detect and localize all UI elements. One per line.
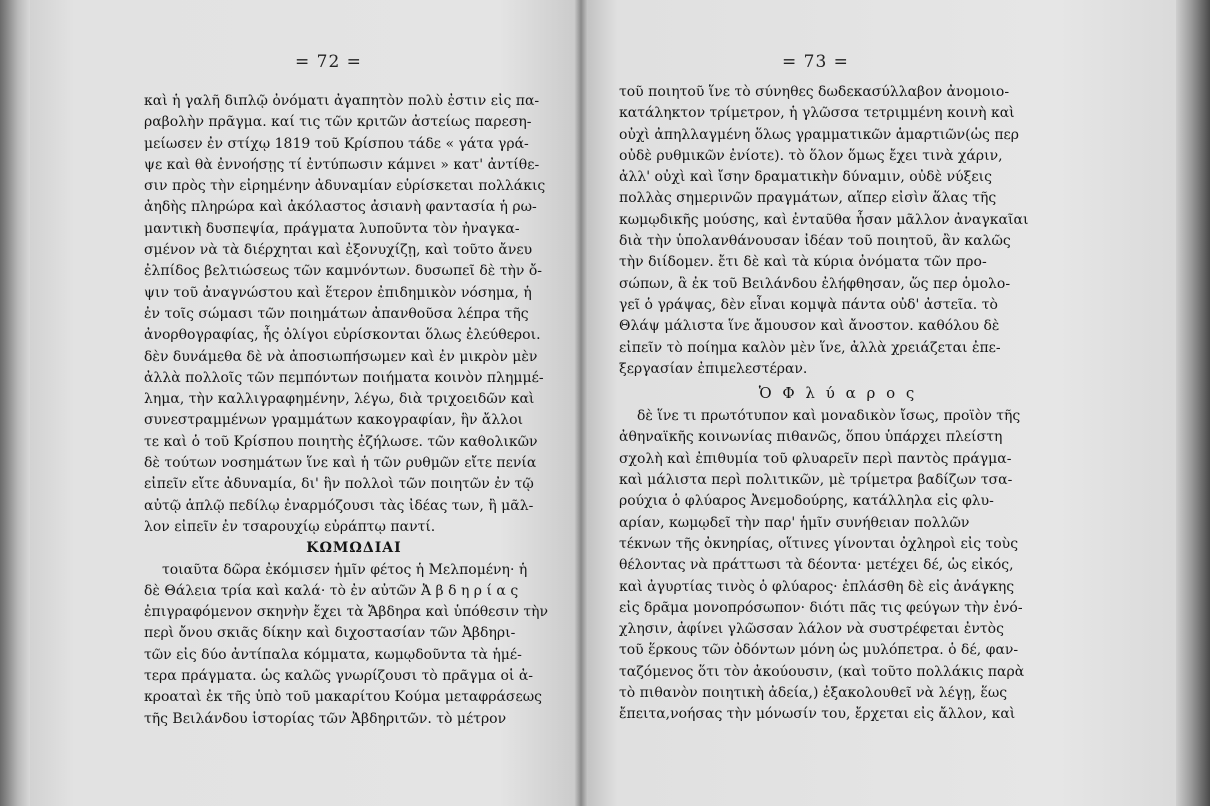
- section-heading: ΚΩΜΩΔΙΑΙ: [306, 540, 402, 557]
- text-line: κροαταὶ ἐκ τῆς ὑπὸ τοῦ μακαρίτου Κούμα μεταφράσεως: [144, 689, 542, 706]
- text-line: καὶ ἡ γαλῆ διπλῷ ὀνόματι ἀγαπητὸν πολὺ ἐστιν εἰς πα-: [144, 93, 540, 109]
- text-line: αρίαν, κωμῳδεῖ τὴν παρ' ἡμῖν συνήθειαν πολλῶν: [619, 514, 970, 531]
- text-line: ξεργασίαν ἐπιμελεστέραν.: [619, 360, 808, 377]
- right-page-text: [619, 82, 1057, 726]
- text-line: σώπων, ἃ ἐκ τοῦ Βειλάνδου ἐλήφθησαν, ὥς περ ὁμολο-: [619, 275, 1011, 292]
- text-line: αὐτῷ ἁπλῷ πεδίλῳ ἐναρμόζουσι τὰς ἰδέας των, ἢ μᾶλ-: [144, 497, 534, 514]
- page-number: = 73 =: [782, 52, 849, 72]
- text-line: λημα, τὴν καλλιγραφημένην, λέγω, διὰ τριχοειδῶν καὶ: [144, 391, 535, 408]
- right-page: [582, 0, 1176, 806]
- text-line: δὲ Θάλεια τρία καὶ καλά· τὸ ἐν αὐτῶν Ἀ β δ η ρ ί α ς: [144, 582, 519, 599]
- text-line: ψιν τοῦ ἀναγνώστου καὶ ἕτερον ἐπιδημικὸν νόσημα, ἡ: [144, 284, 532, 301]
- text-line: ἀθηναϊκῆς κοινωνίας πιθανῶς, ὅπου ὑπάρχει πλείστη: [619, 429, 1003, 446]
- text-line: σχολὴ καὶ ἐπιθυμία τοῦ φλυαρεῖν περὶ παντὸς πράγμα-: [619, 450, 1012, 467]
- text-line: οὐδὲ ρυθμικῶν ἐνίοτε). τὸ ὅλον ὅμως ἔχει τινὰ χάριν,: [619, 147, 1003, 164]
- text-line: ἀνορθογραφίας, ἧς ὀλίγοι εὑρίσκονται ὅλως ἐλεύθεροι.: [144, 327, 541, 344]
- text-line: εἰπεῖν τὸ ποίημα καλὸν μὲν ἵνε, ἀλλὰ χρειάζεται ἐπε-: [619, 339, 1001, 356]
- text-line: δὲν δυνάμεθα δὲ νὰ ἀποσιωπήσωμεν καὶ ἐν μικρὸν μὲν: [144, 348, 538, 365]
- text-line: συνεστραμμένων γραμμάτων κακογραφίαν, ἣν ἄλλοι: [144, 412, 524, 429]
- text-line: ἀλλὰ πολλοῖς τῶν πεμπόντων ποιήματα κοινὸν πλημμέ-: [144, 369, 544, 386]
- text-line: τοιαῦτα δῶρα ἐκόμισεν ἡμῖν φέτος ἡ Μελπομένη· ἡ: [162, 561, 528, 578]
- text-line: εἰς δρᾶμα μονοπρόσωπον· διότι πᾶς τις φεύγων τὴν ἐνό-: [619, 599, 1023, 616]
- section-title: Ὁ Φ λ ύ α ρ ο ς: [758, 384, 918, 403]
- text-line: τὴν διίδομεν. ἔτι δὲ καὶ τὰ κύρια ὀνόματα τῶν προ-: [619, 254, 987, 271]
- text-line: καὶ ἀγυρτίας τινὸς ὁ φλύαρος· ἐπλάσθη δὲ εἰς ἀνάγκης: [619, 578, 1015, 595]
- text-line: καὶ μάλιστα περὶ πολιτικῶν, μὲ τρίμετρα βαδίζων τσα-: [619, 472, 1013, 489]
- text-line: μείωσεν ἐν στίχῳ 1819 τοῦ Κρίσπου τάδε « γάτα γρά-: [144, 135, 529, 152]
- text-line: εἰπεῖν εἴτε ἀδυναμία, δι' ἣν πολλοὶ τῶν ποιητῶν ἐν τῷ: [144, 476, 534, 493]
- text-line: ἀλλ' οὐχὶ καὶ ἴσην δραματικὴν δύναμιν, οὐδὲ νύξεις: [619, 169, 992, 186]
- text-line: οὐχὶ ἀπηλλαγμένη ὅλως γραμματικῶν ἁμαρτιῶν(ὡς περ: [619, 126, 1019, 143]
- text-line: λον εἰπεῖν ἐν τσαρουχίῳ εὐράπτῳ παντί.: [144, 518, 436, 535]
- text-line: ρούχια ὁ φλύαρος Ἀνεμοδούρης, κατάλληλα εἰς φλυ-: [619, 493, 994, 510]
- left-page: [30, 0, 582, 806]
- text-line: τε καὶ ὁ τοῦ Κρίσπου ποιητὴς ἐζήλωσε. τῶν καθολικῶν: [144, 433, 538, 450]
- text-line: μαντικὴ δυσπεψία, πράγματα λυποῦντα τὸν ἠναγκα-: [144, 220, 520, 237]
- text-line: δὲ ἵνε τι πρωτότυπον καὶ μοναδικὸν ἴσως, προϊὸν τῆς: [637, 408, 1021, 425]
- text-line: Θλάψ μάλιστα ἵνε ἄμουσον καὶ ἄνοστον. καθόλου δὲ: [619, 318, 1000, 335]
- text-line: ἔπειτα,νοήσας τὴν μόνωσίν του, ἔρχεται εἰς ἄλλον, καὶ: [619, 706, 1016, 723]
- text-line: περὶ ὄνου σκιᾶς δίκην καὶ διχοστασίαν τῶν Ἀβδηρι-: [144, 625, 516, 642]
- text-line: ψε καὶ θὰ ἐννοήσῃς τί ἐντύπωσιν κάμνει » κατ' ἀντίθε-: [144, 156, 540, 173]
- text-line: τῶν εἰς δύο ἀντίπαλα κόμματα, κωμῳδοῦντα τὰ ἡμέ-: [144, 646, 522, 663]
- book-edge-left: [0, 0, 30, 806]
- text-line: σιν πρὸς τὴν εἰρημένην ἀδυναμίαν εὑρίσκεται πολλάκις: [144, 178, 546, 195]
- text-line: τοῦ ἕρκους τῶν ὀδόντων μόνη ὡς μυλόπετρα. ὁ δέ, φαν-: [619, 642, 1019, 659]
- text-line: ἀηδὴς πληρώρα καὶ ἀκόλαστος ἀσιανὴ φαντασία ἡ ρω-: [144, 199, 537, 216]
- text-line: πολλὰς σημερινῶν πραγμάτων, αἵπερ εἰσὶν ἅλας τῆς: [619, 190, 997, 207]
- text-line: δὲ τούτων νοσημάτων ἵνε καὶ ἡ τῶν ρυθμῶν εἴτε πενία: [144, 455, 537, 472]
- text-line: διὰ τὴν ὑπολανθάνουσαν ἰδέαν τοῦ ποιητοῦ, ἂν καλῶς: [619, 233, 1011, 250]
- text-line: ταζόμενος ὅτι τὸν ἀκούουσιν, (καὶ τοῦτο πολλάκις παρὰ: [619, 663, 1025, 680]
- text-line: τερα πράγματα. ὡς καλῶς γνωρίζουσι τὸ πρᾶγμα οἱ ἀ-: [144, 668, 533, 685]
- text-line: τὸ πιθανὸν ποιητικὴ ἀδεία,) ἐξακολουθεῖ νὰ λέγῃ, ἕως: [619, 685, 1008, 702]
- text-line: κατάληκτον τρίμετρον, ἡ γλῶσσα τετριμμένη κοινὴ καὶ: [619, 105, 1015, 122]
- page-number: = 72 =: [295, 52, 362, 72]
- text-line: θέλοντας νὰ πράττωσι τὰ δέοντα· μετέχει δέ, ὡς εἰκός,: [619, 557, 1014, 574]
- text-line: τοῦ ποιητοῦ ἵνε τὸ σύνηθες δωδεκασύλλαβον ἀνομοιο-: [619, 84, 1010, 100]
- book-gutter: [574, 0, 588, 806]
- text-line: τῆς Βειλάνδου ἱστορίας τῶν Ἀβδηριτῶν. τὸ μέτρον: [144, 710, 507, 727]
- text-line: τέκνων τῆς ὀκνηρίας, οἵτινες γίνονται ὀχληροὶ εἰς τοὺς: [619, 535, 1019, 552]
- text-line: ἐν τοῖς σώμασι τῶν ποιημάτων ἀπανθοῦσα λέπρα τῆς: [144, 305, 529, 322]
- text-line: γεῖ ὁ γράψας, δὲν εἶναι κομψὰ πάντα οὐδ' ἀστεῖα. τὸ: [619, 296, 998, 313]
- book-edge-right: [1176, 0, 1210, 806]
- text-line: ἐπιγραφόμενον σκηνὴν ἔχει τὰ Ἄβδηρα καὶ ὑπόθεσιν τὴν: [144, 604, 549, 621]
- text-line: ἐλπίδος βελτιώσεως τῶν καμνόντων. δυσωπεῖ δὲ τὴν ὄ-: [144, 263, 543, 280]
- text-line: σμένον νὰ τὰ διέρχηται καὶ ἐξονυχίζῃ, καὶ τοῦτο ἄνευ: [144, 242, 533, 259]
- left-page-text: [144, 91, 564, 730]
- text-line: κωμῳδικῆς μούσης, καὶ ἐνταῦθα ἦσαν μᾶλλον ἀναγκαῖαι: [619, 211, 1029, 228]
- text-line: χλησιν, ἀφίνει γλῶσσαν λάλον νὰ συστρέφεται ἐντὸς: [619, 621, 1004, 638]
- text-line: ραβολὴν πρᾶγμα. καί τις τῶν κριτῶν ἀστείως παρεση-: [144, 114, 532, 131]
